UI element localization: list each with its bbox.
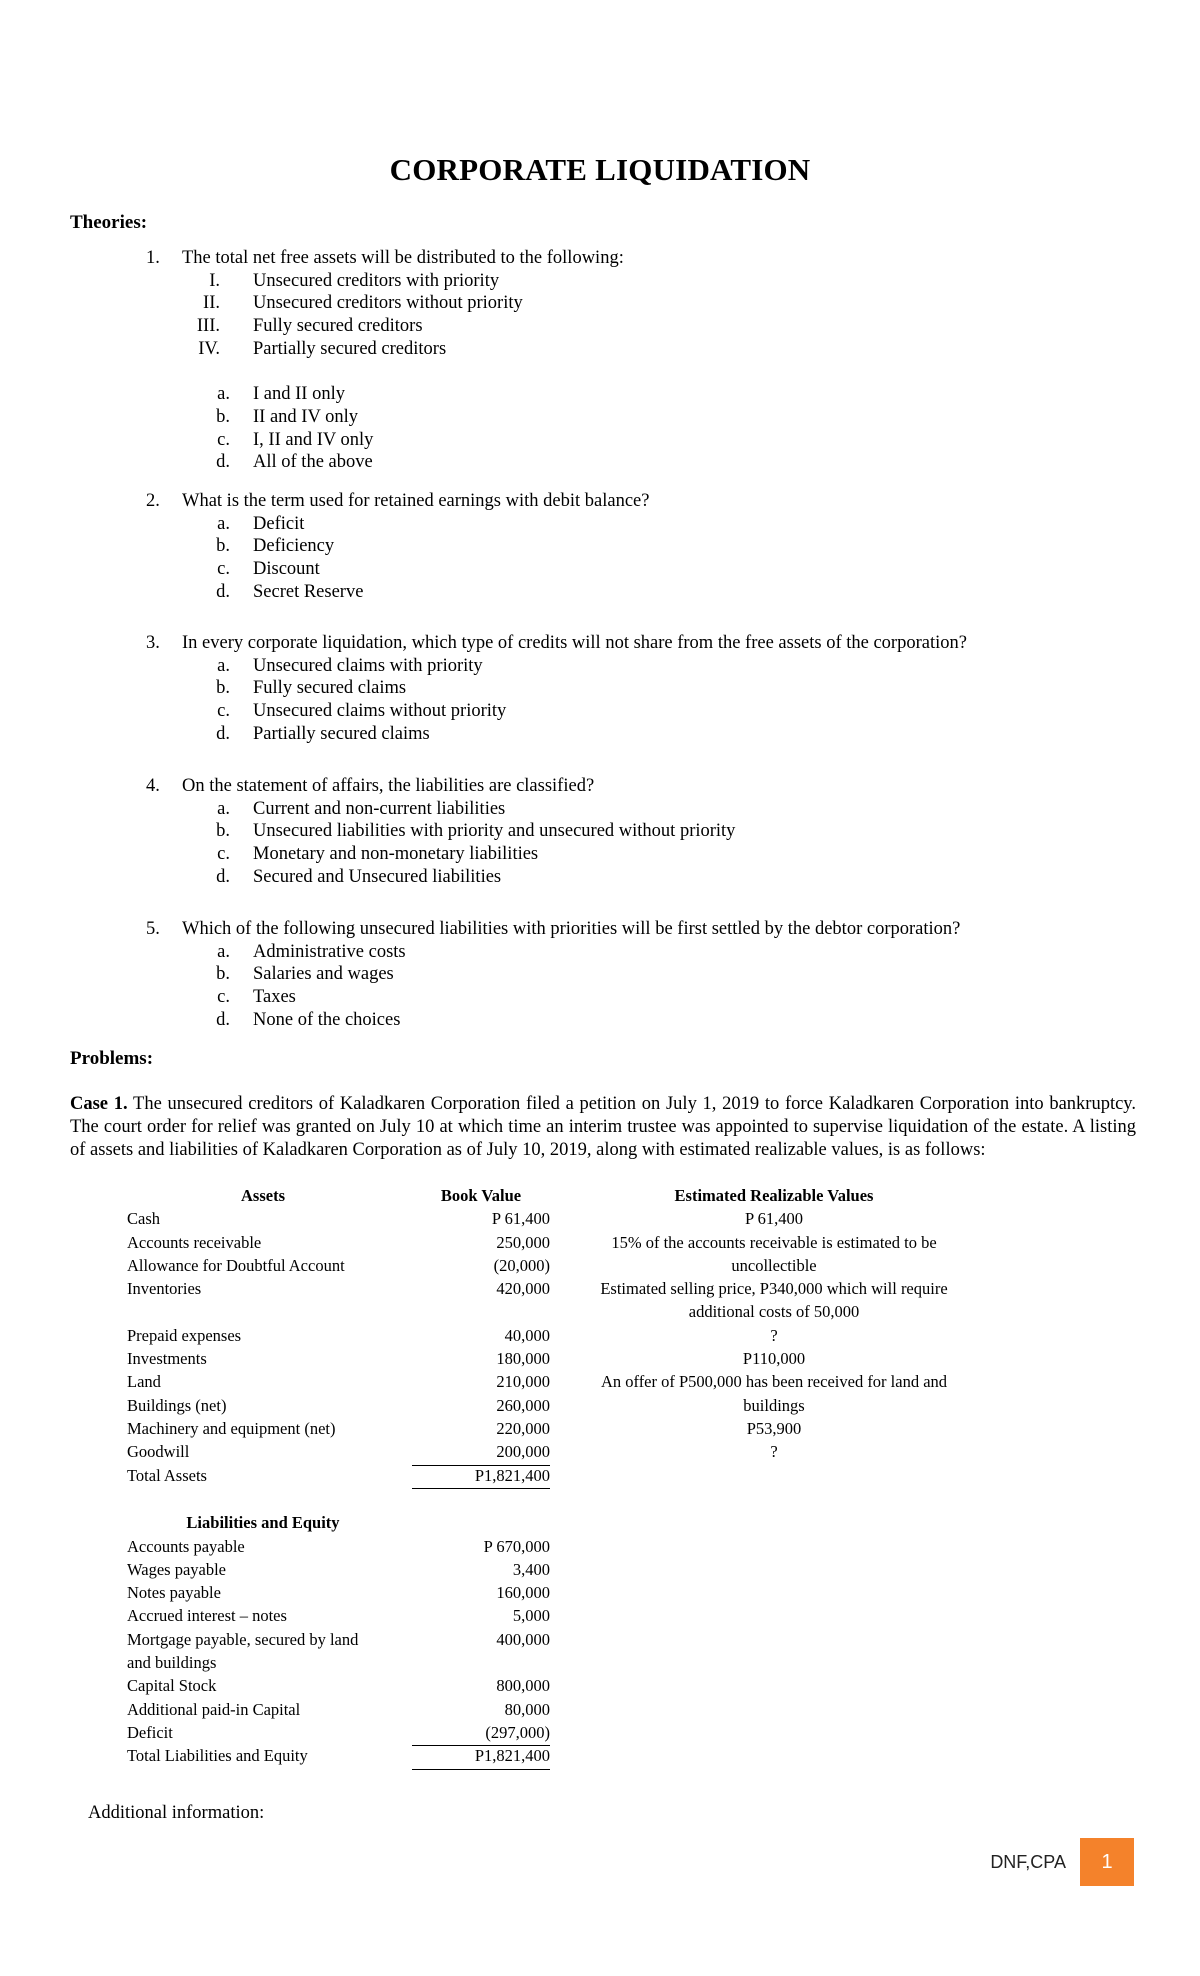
case-1-text: The unsecured creditors of Kaladkaren Corporation filed a petition on July 1, 2019 to force Kaladkaren Corporation into bankruptcy. The court order for relief was granted on July 10 at which time an interim trustee was appointed to supervise liquidation of the estate. A listing of assets and liabilities of Kaladkaren Corporation as of July 10, 2019, along with estimated realizable values, is as follows: <box>70 1094 1136 1160</box>
liability-book-value: 80,000 <box>504 1699 550 1719</box>
option-text: Taxes <box>253 987 296 1008</box>
question-text: Which of the following unsecured liabilities with priorities will be first settled by the debtor corporation? <box>182 919 961 939</box>
total-liabilities-label: Total Liabilities and Equity <box>127 1746 308 1766</box>
asset-name: Prepaid expenses <box>127 1325 242 1345</box>
question-text: On the statement of affairs, the liabilities are classified? <box>182 776 595 796</box>
asset-row <box>0 1326 1200 1349</box>
option-label: c. <box>217 987 230 1008</box>
asset-row <box>0 1279 1200 1322</box>
asset-book-value: 40,000 <box>504 1325 550 1345</box>
question-number: 5. <box>146 919 160 939</box>
question-4 <box>0 775 1200 888</box>
total-assets-value: P1,821,400 <box>474 1465 550 1485</box>
spacer <box>0 360 1200 383</box>
question-number: 1. <box>146 248 160 268</box>
option-label: d. <box>216 1009 230 1030</box>
option-label: a. <box>217 513 230 534</box>
answer-option <box>0 581 1200 604</box>
question-line <box>0 632 1200 655</box>
answer-option <box>0 843 1200 866</box>
asset-row <box>0 1209 1200 1232</box>
option-text: Discount <box>253 559 320 580</box>
asset-name: Inventories <box>127 1279 202 1299</box>
liability-row <box>0 1537 1200 1560</box>
answer-option <box>0 677 1200 700</box>
answer-option <box>0 535 1200 558</box>
question-line <box>0 918 1200 941</box>
option-text: I and II only <box>253 384 345 405</box>
liability-row <box>0 1583 1200 1606</box>
liability-row <box>0 1629 1200 1672</box>
answer-option <box>0 700 1200 723</box>
roman-item <box>0 315 1200 338</box>
asset-erv: 15% of the accounts receivable is estimated to be <box>611 1232 937 1252</box>
asset-name: Accounts receivable <box>127 1232 262 1252</box>
option-label: b. <box>216 964 230 985</box>
option-text: Secured and Unsecured liabilities <box>253 866 502 887</box>
option-text: Unsecured claims without priority <box>253 701 507 722</box>
question-line <box>0 775 1200 798</box>
liability-name: Notes payable <box>127 1583 221 1603</box>
asset-row <box>0 1442 1200 1465</box>
question-line <box>0 490 1200 513</box>
theories-heading: Theories: <box>70 212 148 233</box>
total-liabilities-row <box>0 1746 1200 1769</box>
option-label: b. <box>216 536 230 557</box>
option-text: I, II and IV only <box>253 429 374 450</box>
total-liabilities-value: P1,821,400 <box>474 1746 550 1766</box>
liability-name: Accounts payable <box>127 1536 245 1556</box>
case-1-label: Case 1. <box>70 1094 128 1114</box>
liability-book-value: 3,400 <box>512 1559 550 1579</box>
asset-erv: buildings <box>743 1395 805 1415</box>
question-number: 3. <box>146 633 160 653</box>
liability-book-value: 800,000 <box>496 1676 550 1696</box>
roman-label: I. <box>209 270 220 291</box>
option-text: None of the choices <box>253 1009 401 1030</box>
asset-erv: P 61,400 <box>744 1209 804 1229</box>
assets-header: Assets <box>241 1186 285 1205</box>
asset-erv: Estimated selling price, P340,000 which will require <box>600 1279 948 1299</box>
liabilities-header-row <box>0 1513 1200 1536</box>
liability-book-value: (297,000) <box>485 1722 550 1742</box>
asset-erv: P110,000 <box>742 1349 806 1369</box>
option-text: II and IV only <box>253 406 358 427</box>
option-text: Unsecured liabilities with priority and unsecured without priority <box>253 821 736 842</box>
option-text: Monetary and non-monetary liabilities <box>253 844 539 865</box>
option-label: d. <box>216 452 230 473</box>
question-2 <box>0 490 1200 603</box>
page-title: CORPORATE LIQUIDATION <box>389 152 811 187</box>
asset-name: Buildings (net) <box>127 1395 227 1415</box>
option-text: Administrative costs <box>253 941 406 962</box>
option-text: Unsecured claims with priority <box>253 655 483 676</box>
option-label: a. <box>217 655 230 676</box>
liability-book-value: 5,000 <box>512 1606 550 1626</box>
asset-name: Land <box>127 1372 161 1392</box>
liability-book-value: 160,000 <box>496 1583 550 1603</box>
asset-book-value: 210,000 <box>496 1372 550 1392</box>
answer-option <box>0 963 1200 986</box>
asset-name: Allowance for Doubtful Account <box>127 1255 345 1275</box>
answer-option <box>0 723 1200 746</box>
asset-erv: uncollectible <box>731 1255 817 1275</box>
asset-row <box>0 1256 1200 1279</box>
roman-item <box>0 338 1200 361</box>
case-1-paragraph <box>70 1093 1136 1162</box>
liabilities-header: Liabilities and Equity <box>186 1513 340 1533</box>
total-assets-label: Total Assets <box>127 1465 207 1485</box>
option-text: Secret Reserve <box>253 581 364 602</box>
asset-book-value: 220,000 <box>496 1419 550 1438</box>
answer-option <box>0 558 1200 581</box>
roman-label: IV. <box>198 338 220 359</box>
asset-book-value: 250,000 <box>496 1232 550 1252</box>
answer-option <box>0 986 1200 1009</box>
question-number: 4. <box>146 776 160 796</box>
assets-header-row <box>0 1186 1200 1209</box>
question-text: The total net free assets will be distributed to the following: <box>182 248 624 268</box>
liability-name: Additional paid-in Capital <box>127 1699 301 1719</box>
liability-book-value: P 670,000 <box>483 1536 550 1556</box>
option-label: d. <box>216 866 230 887</box>
book-value-header: Book Value <box>440 1186 522 1205</box>
problems-heading: Problems: <box>70 1048 154 1069</box>
question-5 <box>0 918 1200 1031</box>
liability-name: Mortgage payable, secured by land <box>127 1629 359 1649</box>
asset-book-value: P 61,400 <box>491 1209 550 1229</box>
option-label: d. <box>216 581 230 602</box>
liability-name: Accrued interest – notes <box>127 1606 287 1626</box>
question-line <box>0 247 1200 270</box>
option-label: a. <box>217 384 230 405</box>
option-label: c. <box>217 844 230 865</box>
asset-name: Cash <box>127 1209 160 1229</box>
liability-row <box>0 1560 1200 1583</box>
answer-option <box>0 820 1200 843</box>
asset-name: Investments <box>127 1349 207 1369</box>
answer-option <box>0 1009 1200 1032</box>
liability-row <box>0 1676 1200 1699</box>
answer-option <box>0 655 1200 678</box>
option-text: Deficit <box>253 513 305 534</box>
asset-row <box>0 1419 1200 1442</box>
asset-row <box>0 1396 1200 1419</box>
answer-option <box>0 513 1200 536</box>
option-label: a. <box>217 941 230 962</box>
total-assets-row <box>0 1466 1200 1489</box>
question-number: 2. <box>146 491 160 511</box>
asset-row <box>0 1349 1200 1372</box>
asset-erv: An offer of P500,000 has been received for land and <box>600 1372 948 1392</box>
option-text: Salaries and wages <box>253 964 394 985</box>
asset-book-value: 180,000 <box>496 1349 550 1369</box>
option-text: All of the above <box>253 452 373 473</box>
liability-name: and buildings <box>127 1652 217 1672</box>
question-3 <box>0 632 1200 745</box>
page-number-badge: 1 <box>1080 1838 1134 1886</box>
asset-book-value: 200,000 <box>496 1442 550 1462</box>
option-label: b. <box>216 406 230 427</box>
liability-row <box>0 1700 1200 1723</box>
asset-name: Goodwill <box>127 1442 190 1462</box>
roman-text: Unsecured creditors without priority <box>253 293 523 314</box>
option-label: d. <box>216 723 230 744</box>
option-label: b. <box>216 678 230 699</box>
answer-option <box>0 406 1200 429</box>
asset-erv: P53,900 <box>746 1419 802 1438</box>
answer-option <box>0 941 1200 964</box>
option-label: c. <box>217 701 230 722</box>
answer-option <box>0 429 1200 452</box>
asset-erv: additional costs of 50,000 <box>688 1302 860 1322</box>
roman-text: Fully secured creditors <box>253 316 423 337</box>
question-text: In every corporate liquidation, which type of credits will not share from the free assets of the corporation? <box>182 633 967 653</box>
erv-header: Estimated Realizable Values <box>674 1186 874 1205</box>
footer-author: DNF,CPA <box>990 1852 1066 1872</box>
answer-option <box>0 866 1200 889</box>
answer-option <box>0 383 1200 406</box>
option-label: a. <box>217 798 230 819</box>
option-text: Partially secured claims <box>253 723 430 744</box>
option-text: Deficiency <box>253 536 335 557</box>
option-label: c. <box>217 559 230 580</box>
liability-row <box>0 1606 1200 1629</box>
option-label: b. <box>216 821 230 842</box>
liability-name: Wages payable <box>127 1559 226 1579</box>
additional-info-label: Additional information: <box>88 1803 265 1823</box>
asset-name: Machinery and equipment (net) <box>127 1419 336 1438</box>
liability-name: Capital Stock <box>127 1676 217 1696</box>
roman-item <box>0 270 1200 293</box>
roman-text: Unsecured creditors with priority <box>253 270 500 291</box>
asset-erv: ? <box>770 1442 778 1462</box>
asset-book-value: 260,000 <box>496 1395 550 1415</box>
asset-book-value: 420,000 <box>496 1279 550 1299</box>
liability-name: Deficit <box>127 1722 173 1742</box>
option-text: Fully secured claims <box>253 678 407 699</box>
liability-book-value: 400,000 <box>496 1629 550 1649</box>
answer-option <box>0 798 1200 821</box>
question-text: What is the term used for retained earnings with debit balance? <box>182 491 650 511</box>
option-label: c. <box>217 429 230 450</box>
liability-row <box>0 1723 1200 1746</box>
roman-text: Partially secured creditors <box>253 338 447 359</box>
option-text: Current and non-current liabilities <box>253 798 506 819</box>
asset-erv: ? <box>770 1325 778 1345</box>
question-1 <box>0 247 1200 474</box>
asset-book-value: (20,000) <box>493 1255 550 1275</box>
total-liabilities-underline <box>412 1769 550 1770</box>
roman-label: III. <box>196 316 220 337</box>
roman-label: II. <box>203 293 220 314</box>
roman-item <box>0 292 1200 315</box>
answer-option <box>0 451 1200 474</box>
total-assets-underline <box>412 1488 550 1489</box>
